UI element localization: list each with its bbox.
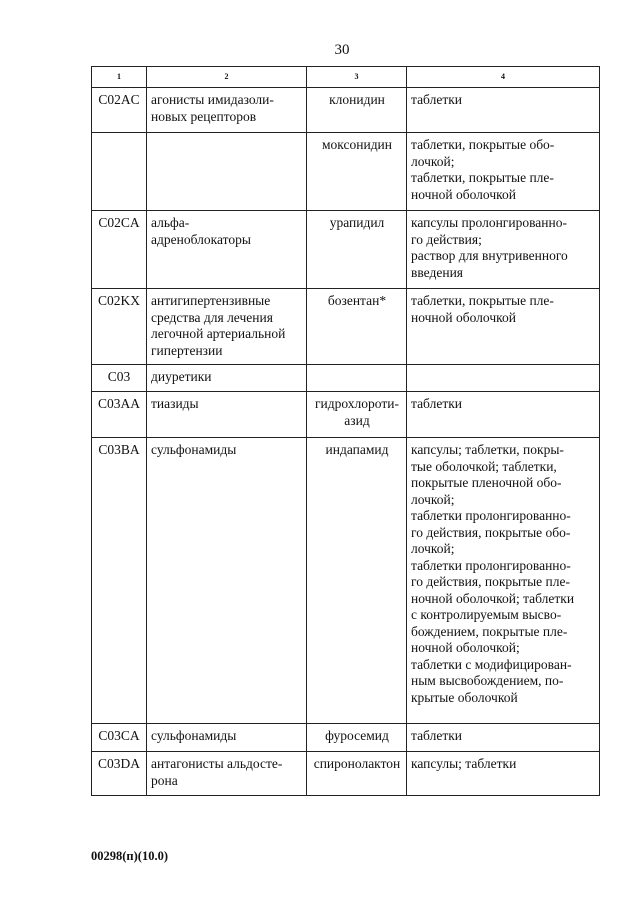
table-body — [92, 88, 600, 796]
drug-name-cell: индапамид — [307, 438, 407, 724]
drug-name-cell: бозентан* — [307, 289, 407, 365]
drug-name-cell: гидрохлороти- азид — [307, 392, 407, 438]
pharmacological-group-cell: сульфонамиды — [147, 724, 307, 752]
header-row — [92, 67, 600, 88]
dosage-form-cell: капсулы; таблетки, покры- тые оболочкой; таблетки, покрытые пленочной обо- лочкой; таблетки пролонгированно- го действия, покрытые обо- лочкой; таблетки пролонгированно- го действия, покрытые пле- ночной оболочкой; таблетки с контролируемым высво- бождением, покрытые пле- ночной оболочкой; таблетки с модифицирован- ным высвобождением, по- крытые оболочкой — [407, 438, 600, 724]
header-cell-atc-code: 1 — [92, 67, 147, 88]
atc-code-cell — [92, 133, 147, 211]
drug-name-cell: клонидин — [307, 88, 407, 133]
table-row — [92, 438, 600, 724]
pharmacological-group-cell — [147, 133, 307, 211]
dosage-form-cell: таблетки — [407, 392, 600, 438]
table-row — [92, 365, 600, 392]
atc-code-cell: C03CA — [92, 724, 147, 752]
drug-table — [91, 66, 600, 796]
pharmacological-group-cell: альфа- адреноблокаторы — [147, 211, 307, 289]
table-row — [92, 752, 600, 796]
dosage-form-cell: таблетки, покрытые обо- лочкой; таблетки, покрытые пле- ночной оболочкой — [407, 133, 600, 211]
atc-code-cell: C02KX — [92, 289, 147, 365]
dosage-form-cell: таблетки, покрытые пле- ночной оболочкой — [407, 289, 600, 365]
atc-code-cell: C02AC — [92, 88, 147, 133]
pharmacological-group-cell: сульфонамиды — [147, 438, 307, 724]
table-row — [92, 289, 600, 365]
table-row — [92, 133, 600, 211]
page-number: 30 — [334, 42, 350, 58]
atc-code-cell: C02CA — [92, 211, 147, 289]
drug-name-cell: урапидил — [307, 211, 407, 289]
dosage-form-cell: капсулы; таблетки — [407, 752, 600, 796]
pharmacological-group-cell: тиазиды — [147, 392, 307, 438]
pharmacological-group-cell: диуретики — [147, 365, 307, 392]
header-cell-inn: 3 — [307, 67, 407, 88]
atc-code-cell: C03AA — [92, 392, 147, 438]
drug-name-cell: фуросемид — [307, 724, 407, 752]
dosage-form-cell: капсулы пролонгированно- го действия; раствор для внутривенного введения — [407, 211, 600, 289]
pharmacological-group-cell: антагонисты альдосте- рона — [147, 752, 307, 796]
document-code: 00298(п)(10.0) — [91, 849, 168, 863]
drug-name-cell: спиронолактон — [307, 752, 407, 796]
drug-name-cell: моксонидин — [307, 133, 407, 211]
pharmacological-group-cell: агонисты имидазоли- новых рецепторов — [147, 88, 307, 133]
header-cell-group: 2 — [147, 67, 307, 88]
atc-code-cell: C03DA — [92, 752, 147, 796]
pharmacological-group-cell: антигипертензивные средства для лечения легочной артериальной гипертензии — [147, 289, 307, 365]
dosage-form-cell: таблетки — [407, 724, 600, 752]
header-cell-dosage-form: 4 — [407, 67, 600, 88]
atc-code-cell: C03BA — [92, 438, 147, 724]
table-row — [92, 88, 600, 133]
dosage-form-cell — [407, 365, 600, 392]
drug-name-cell — [307, 365, 407, 392]
dosage-form-cell: таблетки — [407, 88, 600, 133]
table-row — [92, 724, 600, 752]
table-row — [92, 392, 600, 438]
table-row — [92, 211, 600, 289]
atc-code-cell: C03 — [92, 365, 147, 392]
